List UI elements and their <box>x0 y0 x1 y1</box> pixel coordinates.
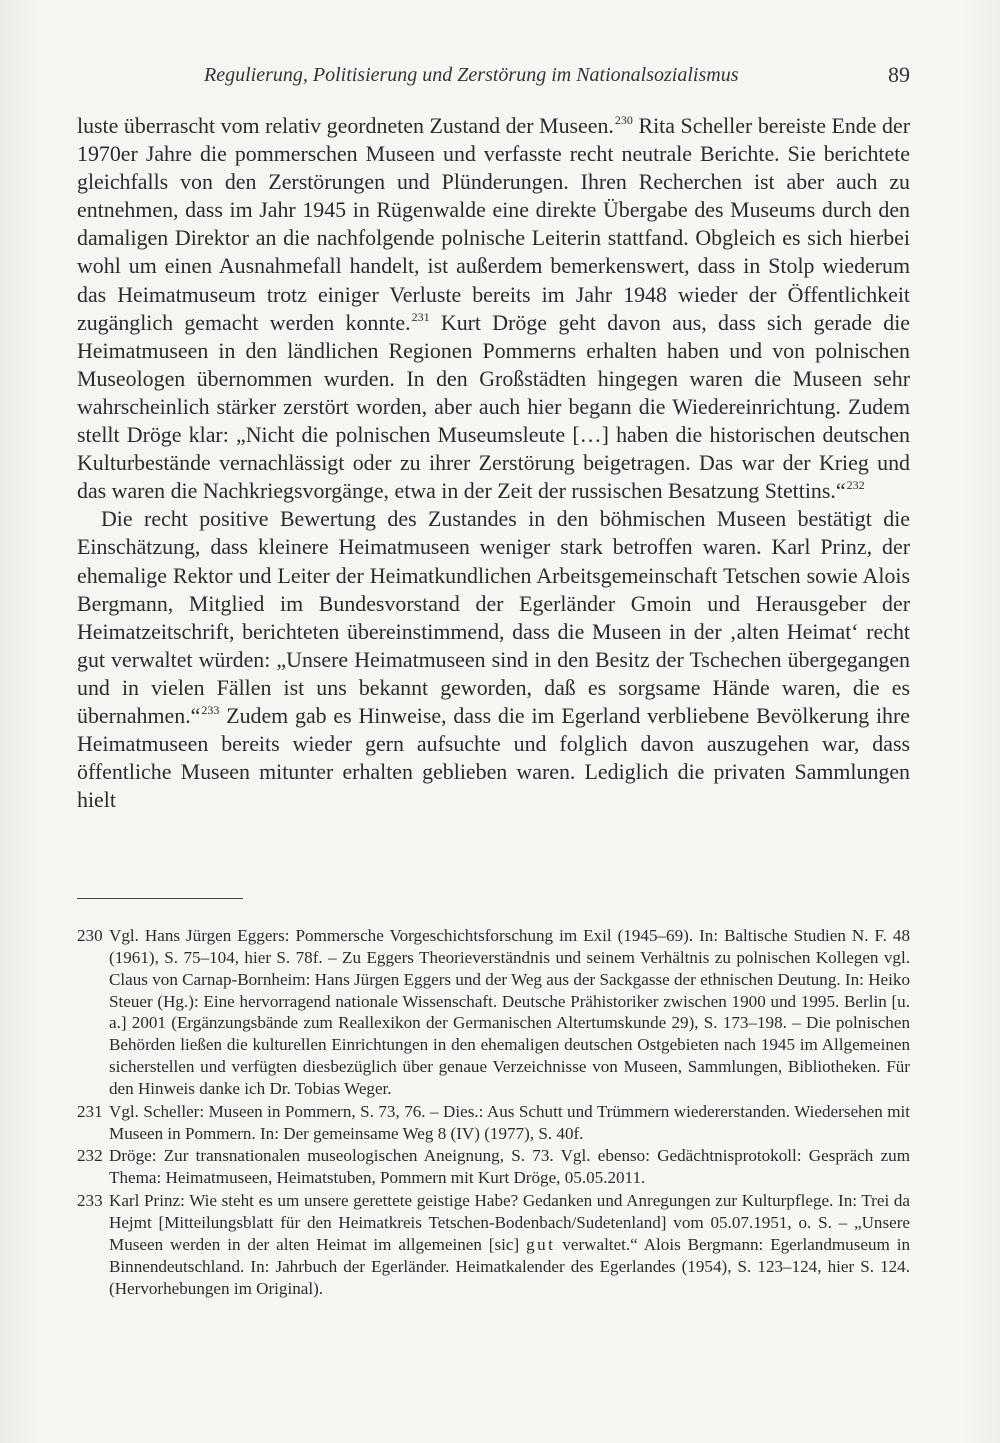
text-run: Die recht positive Bewertung des Zustandes in den böhmischen Museen bestätigt die Einschätzung, dass kleinere Heimatmuseen weniger stark betroffen waren. Karl Prinz, der ehemalige Rektor und Leiter der Heimatkundlichen Arbeitsgemeinschaft Tetschen sowie Alois Bergmann, Mitglied im Bundesvorstand der Egerländer Gmoin und Herausgeber der Heimatzeitschrift, berichteten übereinstimmend, dass die Museen in der ‚alten Heimat‘ recht gut verwaltet würden: „Unsere Heimatmuseen sind in den Besitz der Tschechen übergegangen und in vielen Fällen ist uns bekannt geworden, daß es sorgsame Hände waren, die es übernahmen.“ <box>77 506 910 728</box>
footnotes <box>77 925 910 1299</box>
text-run: Zudem gab es Hinweise, dass die im Egerland verbliebene Bevölkerung ihre Heimatmuseen bereits wieder gern aufsuchte und folglich davon auszugehen war, dass öffentliche Museen mitunter erhalten geblieben waren. Lediglich die privaten Sammlungen hielt <box>77 702 910 813</box>
footnote-text: Vgl. Hans Jürgen Eggers: Pommersche Vorgeschichtsforschung im Exil (1945–69). In: Baltische Studien N. F. 48 (1961), S. 75–104, hier S. 78f. – Zu Eggers Theorieverständnis und seinem Verhältnis zu polnischen Kollegen vgl. Claus von Carnap-Bornheim: Hans Jürgen Eggers und der Weg aus der Sackgasse der ethnischen Deutung. In: Heiko Steuer (Hg.): Eine hervorragend nationale Wissenschaft. Deutsche Prähistoriker zwischen 1900 und 1995. Berlin [u. a.] 2001 (Ergänzungsbände zum Reallexikon der Germanischen Altertumskunde 29), S. 173–198. – Die polnischen Behörden ließen die kulturellen Einrichtungen in den ehemaligen deutschen Ostgebieten nach 1945 im Allgemeinen sicherstellen und verfügten diesbezüglich über genaue Verzeichnisse von Museen, Sammlungen, Bibliotheken. Für den Hinweis danke ich Dr. Tobias Weger. <box>109 926 910 1098</box>
text-run: verwaltet.“ Alois Bergmann: Egerlandmuseum in Binnendeutschland. In: Jahrbuch der Egerländer. Heimatkalender des Egerlandes (1954), S. 123–124, hier S. 124. (Hervorhebungen im Original). <box>109 1234 911 1298</box>
footnote-text: Vgl. Scheller: Museen in Pommern, S. 73, 76. – Dies.: Aus Schutt und Trümmern wiedererstanden. Wiedersehen mit Museen in Pommern. In: Der gemeinsame Weg 8 (IV) (1977), S. 40f. <box>109 1101 910 1143</box>
footnote-ref-230: 230 <box>614 113 633 127</box>
footnote-number: 233 <box>77 1191 103 1211</box>
footnote-233 <box>77 1190 910 1299</box>
running-head: Regulierung, Politisierung und Zerstörung im Nationalsozialismus <box>204 64 739 86</box>
text-run: luste überrascht vom relativ geordneten Zustand der Museen. <box>77 113 614 138</box>
paragraph <box>77 505 910 814</box>
text-run: Karl Prinz: Wie steht es um unsere gerettete geistige Habe? Gedanken und Anregungen zur Kulturpflege. In: Trei da Hejmt [Mitteilungsblatt für den Heimatkreis Tetschen-Bodenbach/Sudetenland] vom 05.07.1951, o. S. – „Unsere Museen werden in der alten Heimat im allgemeinen [sic] <box>109 1191 910 1254</box>
text-run: Kurt Dröge geht davon aus, dass sich gerade die Heimatmuseen in den ländlichen Regionen Pommerns erhalten haben und von polnischen Museologen übernommen wurden. In den Großstädten hingegen waren die Museen sehr wahrscheinlich stärker zerstört worden, aber auch hier begann die Wiedereinrichtung. Zudem stellt Dröge klar: „Nicht die polnischen Museumsleute […] haben die historischen deutschen Kulturbestände vernachlässigt oder zu ihrer Zerstörung beigetragen. Das war der Krieg und das waren die Nachkriegsvorgänge, etwa in der Zeit der russischen Besatzung Stettins.“ <box>77 309 911 504</box>
footnote-230 <box>77 925 910 1100</box>
footnote-number: 230 <box>77 926 103 945</box>
footnote-232 <box>77 1145 910 1189</box>
text-run: Rita Scheller bereiste Ende der 1970er Jahre die pommerschen Museen und verfasste recht neutrale Berichte. Sie berichtete gleichfalls von den Zerstörungen und Plünderungen. Ihren Recherchen ist aber auch zu entnehmen, dass im Jahr 1945 in Rügenwalde eine direkte Übergabe des Museums durch den damaligen Direktor an die nachfolgende polnische Leiterin stattfand. Obgleich es sich hierbei wohl um einen Ausnahmefall handelt, ist außerdem bemerkenswert, dass in Stolp wiederum das Heimatmuseum trotz einiger Verluste bereits im Jahr 1948 wieder der Öffentlichkeit zugänglich gemacht werden konnte. <box>77 113 911 335</box>
footnote-number: 232 <box>77 1146 103 1166</box>
footnote-ref-232: 232 <box>846 478 865 493</box>
paragraph <box>77 112 910 505</box>
footnote-231 <box>77 1101 910 1145</box>
page-header <box>204 60 910 90</box>
footnote-ref-231: 231 <box>411 309 430 324</box>
main-text <box>77 112 910 814</box>
footnote-text <box>109 1190 910 1299</box>
footnote-ref-233: 233 <box>201 702 220 717</box>
footnote-text: Dröge: Zur transnationalen museologischen Aneignung, S. 73. Vgl. ebenso: Gedächtnisprotokoll: Gespräch zum Thema: Heimatmuseen, Heimatstuben, Pommern mit Kurt Dröge, 05.05.2011. <box>109 1146 910 1188</box>
page-number: 89 <box>888 62 910 87</box>
footnote-number: 231 <box>77 1101 103 1121</box>
footnote-separator <box>77 898 243 899</box>
emphasis-spaced: gut <box>526 1234 556 1254</box>
